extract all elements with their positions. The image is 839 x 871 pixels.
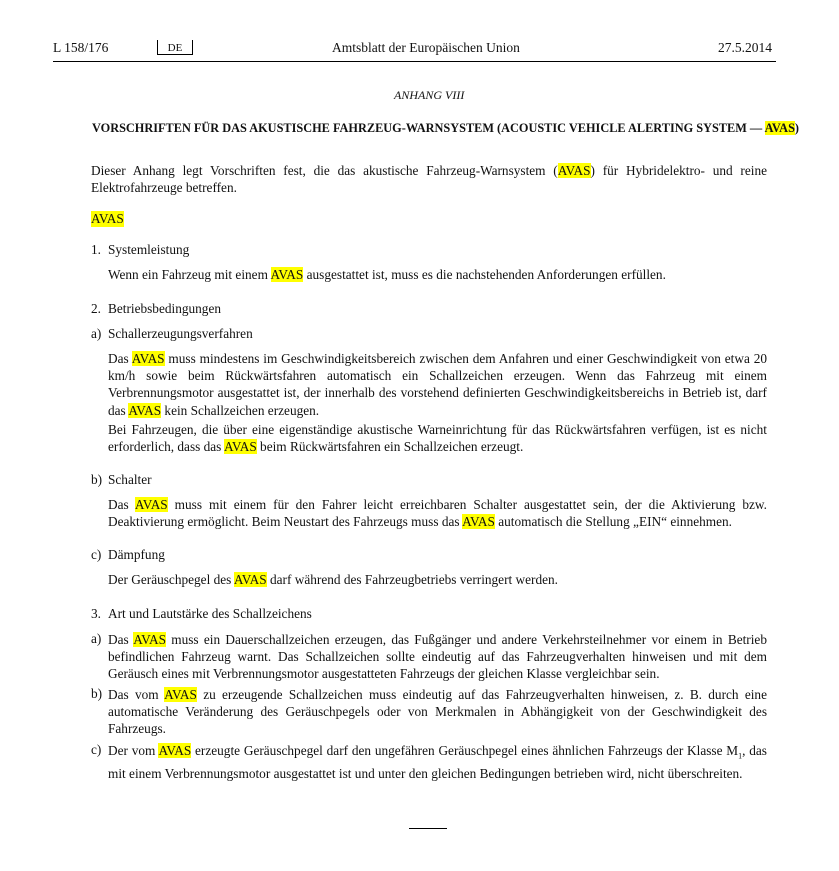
- s3b-text: zu erzeugende Schallzeichen muss eindeutig auf das Fahrzeugverhalten hinweisen, z. B. durch eine automatische Veränderung des Geräuschpegels oder von Merkmalen in Abhängigkeit von der Geschwindigkeit des Fahrzeugs.: [108, 687, 767, 737]
- annex-title-close: ): [794, 121, 800, 135]
- section-2-number: 2.: [91, 301, 101, 316]
- language-badge-label: DE: [167, 42, 183, 54]
- section-3-title: Art und Lautstärke des Schallzeichens: [108, 606, 312, 621]
- section-2c-text: [108, 572, 558, 588]
- header-rule: [53, 61, 776, 62]
- page-reference: L 158/176: [53, 40, 109, 55]
- annex-title-text: VORSCHRIFTEN FÜR DAS AKUSTISCHE FAHRZEUG-WARNSYSTEM (ACOUSTIC VEHICLE ALERTING SYSTEM —: [92, 121, 765, 135]
- section-3b-paragraph: [108, 686, 767, 738]
- section-2a-letter: a): [91, 326, 102, 341]
- avas-highlight: AVAS: [557, 163, 591, 178]
- class-subscript: 1: [738, 751, 743, 761]
- avas-highlight: AVAS: [233, 572, 267, 587]
- s2a-text: kein Schallzeichen erzeugen.: [161, 402, 320, 418]
- avas-highlight: AVAS: [764, 121, 795, 135]
- annex-title: [92, 121, 799, 136]
- section-2b-letter: b): [91, 472, 103, 487]
- s2c-text: darf während des Fahrzeugbetriebs verringert werden.: [266, 572, 558, 587]
- avas-highlight: AVAS: [134, 497, 168, 512]
- section-2c-letter: c): [91, 547, 102, 562]
- s2b-text: muss mit einem für den Fahrer leicht erreichbaren Schalter ausgestattet sein, der die Aktivierung bzw. Deaktivierung ermöglicht. Beim Neustart des Fahrzeugs muss das: [108, 497, 767, 530]
- publication-date: 27.5.2014: [718, 40, 772, 55]
- s2b-text: automatisch die Stellung „EIN“ einnehmen.: [494, 514, 732, 530]
- intro-paragraph: [91, 162, 767, 196]
- section-1-title: Systemleistung: [108, 242, 190, 257]
- s3c-text: erzeugte Geräuschpegel darf den ungefähren Geräuschpegel eines ähnlichen Fahrzeugs der Klasse M: [191, 743, 739, 758]
- s2a-text: muss mindestens im Geschwindigkeitsbereich zwischen dem Anfahren und einer Geschwindigkeit von etwa 20 km/h sowie beim Rückwärtsfahren automatisch ein Schallzeichen erzeugen. Wenn das Fahrzeug mit einem Verbrennungsmotor ausgestattet ist, der innerhalb des vorstehend definierten Geschwindigkeitsbereichs in Betrieb ist, darf das: [108, 351, 767, 418]
- avas-highlight: AVAS: [158, 743, 192, 758]
- section-2-title: Betriebsbedingungen: [108, 301, 221, 316]
- end-rule: [409, 828, 447, 829]
- section-2b-title: Schalter: [108, 472, 152, 487]
- section-2b-paragraph: [108, 496, 767, 530]
- section-1-number: 1.: [91, 242, 101, 257]
- section-3b-letter: b): [91, 686, 103, 701]
- s1-text-end: ausgestattet ist, muss es die nachstehenden Anforderungen erfüllen.: [303, 267, 666, 282]
- s3a-text: Das: [108, 632, 134, 647]
- language-badge: [157, 40, 193, 55]
- s3c-text: Der vom: [108, 743, 159, 758]
- s2a-text: Bei Fahrzeugen, die über eine eigenständige akustische Warneinrichtung für das Rückwärtsfahren verfügen, ist es nicht erforderlich, dass das: [108, 422, 767, 455]
- avas-highlight: AVAS: [270, 267, 304, 282]
- avas-highlight: AVAS: [223, 439, 257, 455]
- section-3a-letter: a): [91, 631, 102, 646]
- intro-text-end: ) für Hybridelektro- und reine Elektrofahrzeuge betreffen.: [91, 163, 768, 196]
- section-2c-title: Dämpfung: [108, 547, 165, 562]
- s2a-text: beim Rückwärtsfahren ein Schallzeichen erzeugt.: [256, 439, 524, 455]
- section-3c-letter: c): [91, 742, 102, 757]
- annex-label: ANHANG VIII: [394, 88, 465, 102]
- avas-highlight: AVAS: [462, 514, 495, 530]
- section-3c-paragraph: [108, 742, 767, 782]
- avas-highlight: AVAS: [128, 402, 162, 418]
- section-3a-paragraph: [108, 631, 767, 683]
- section-1-text: [108, 267, 666, 283]
- s2c-text: Der Geräuschpegel des: [108, 572, 234, 587]
- section-2a-paragraph-1: [108, 350, 767, 419]
- avas-highlight: AVAS: [131, 351, 165, 366]
- intro-text: Dieser Anhang legt Vorschriften fest, die das akustische Fahrzeug-Warnsystem (: [91, 163, 558, 178]
- section-3-number: 3.: [91, 606, 101, 621]
- s1-text: Wenn ein Fahrzeug mit einem: [108, 267, 271, 282]
- section-2a-title: Schallerzeugungsverfahren: [108, 326, 253, 341]
- s3b-text: Das vom: [108, 687, 165, 702]
- journal-title: Amtsblatt der Europäischen Union: [332, 40, 520, 55]
- avas-highlight: AVAS: [164, 687, 197, 702]
- s3c-text: , das mit einem Verbrennungsmotor ausgestattet ist und unter den gleichen Bedingungen betrieben wird, nicht überschreiten.: [108, 743, 767, 781]
- s2b-text: Das: [108, 497, 135, 512]
- avas-highlight: AVAS: [133, 632, 166, 647]
- s2a-text: Das: [108, 351, 132, 366]
- section-2a-paragraph-2: [108, 421, 767, 455]
- section-label-avas: AVAS: [91, 211, 124, 226]
- s3a-text: muss ein Dauerschallzeichen erzeugen, das Fußgänger und andere Verkehrsteilnehmer vor einem in Betrieb befindlichen Fahrzeug warnt. Das Schallzeichen sollte eindeutig auf das Fahrzeugverhalten hinweisen und mit dem Geräusch eines mit Verbrennungsmotor ausgestatteten Fahrzeugs der gleichen Klasse vergleichbar sein.: [108, 632, 767, 682]
